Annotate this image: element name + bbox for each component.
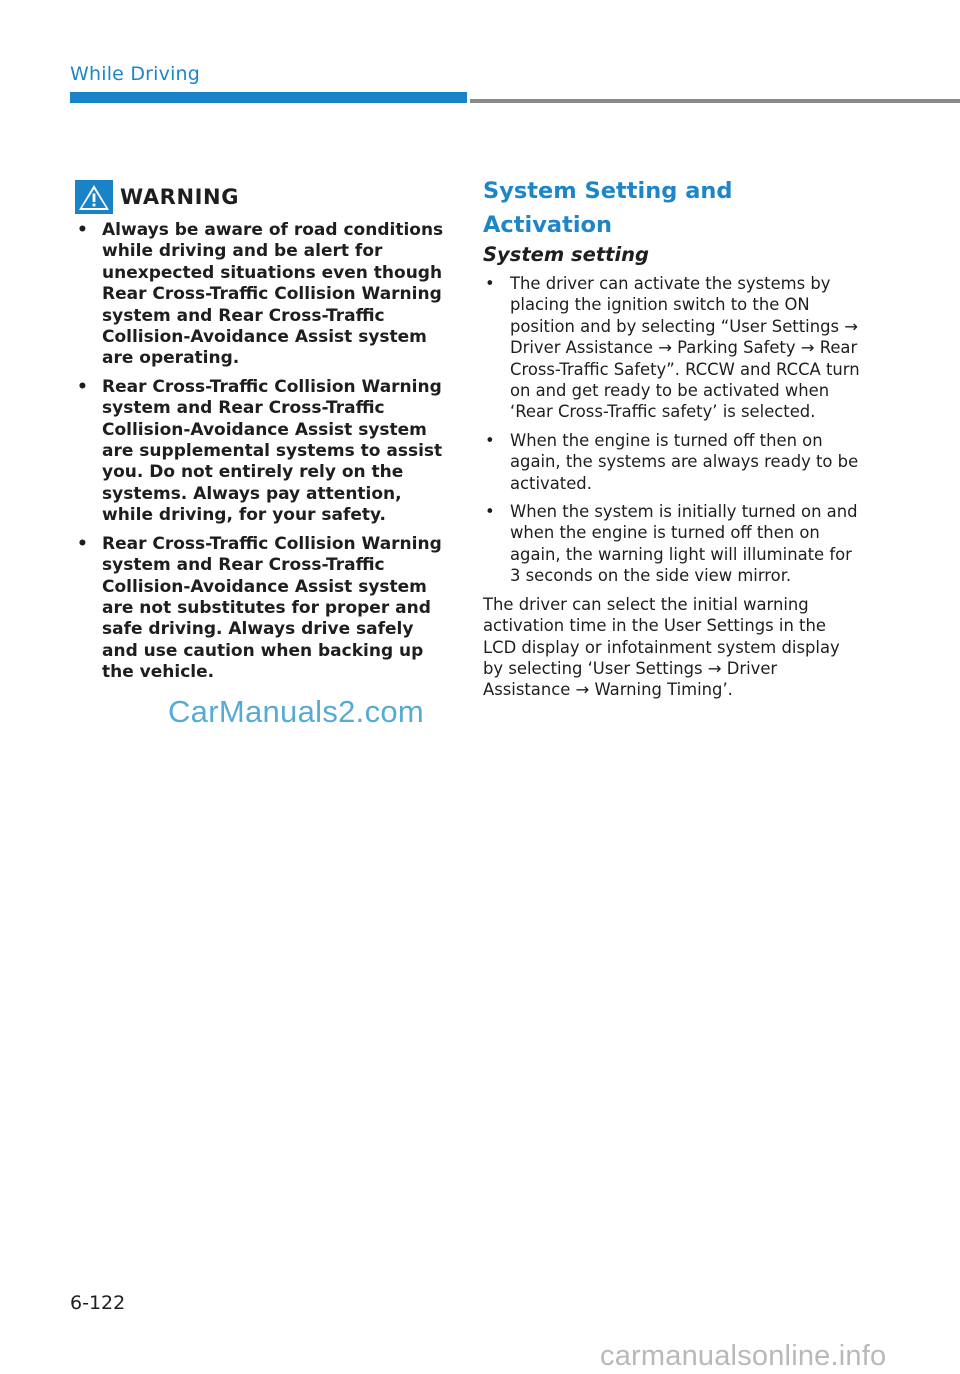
header-divider-bar xyxy=(470,99,960,103)
warning-title: WARNING xyxy=(120,185,240,209)
system-paragraph: The driver can select the initial warning activation time in the User Settings in the LCD display or infotainment system display by selecting ‘User Settings → Driver Assistance → Warning Timing’. xyxy=(483,594,840,700)
header-accent-bar xyxy=(70,92,467,103)
warning-item: • Always be aware of road conditions while driving and be alert for unexpected situations even though Rear Cross-Traffic Collision Warning system and Rear Cross-Traffic Collision-Avoidance Assist system are operating. xyxy=(75,220,445,370)
system-section xyxy=(483,174,863,701)
page-number: 6-122 xyxy=(70,1292,126,1314)
warning-triangle-icon xyxy=(75,180,113,214)
system-item: • When the system is initially turned on and when the engine is turned off then on again, the warning light will illuminate for 3 seconds on the side view mirror. xyxy=(483,501,863,587)
warning-box xyxy=(75,180,445,691)
warning-list xyxy=(75,220,445,684)
watermark-logo: CarManuals2.com xyxy=(168,694,425,729)
section-title: While Driving xyxy=(70,63,201,85)
warning-header xyxy=(75,180,445,214)
site-watermark: carmanualsonline.info xyxy=(600,1340,887,1372)
system-heading: System Setting and Activation xyxy=(483,178,733,238)
system-item: • When the engine is turned off then on again, the systems are always ready to be activated. xyxy=(483,430,863,494)
warning-item: • Rear Cross-Traffic Collision Warning system and Rear Cross-Traffic Collision-Avoidance Assist system are supplemental systems to assist you. Do not entirely rely on the systems. Always pay attention, while driving, for your safety. xyxy=(75,377,445,527)
system-item: • The driver can activate the systems by placing the ignition switch to the ON position and by selecting “User Settings → Driver Assistance → Parking Safety → Rear Cross-Traffic Safety”. RCCW and RCCA turn on and get ready to be activated when ‘Rear Cross-Traffic safety’ is selected. xyxy=(483,273,863,423)
system-subheading: System setting xyxy=(483,243,650,266)
warning-item: • Rear Cross-Traffic Collision Warning system and Rear Cross-Traffic Collision-Avoidance Assist system are not substitutes for proper and safe driving. Always drive safely and use caution when backing up the vehicle. xyxy=(75,534,445,684)
system-list xyxy=(483,273,863,587)
